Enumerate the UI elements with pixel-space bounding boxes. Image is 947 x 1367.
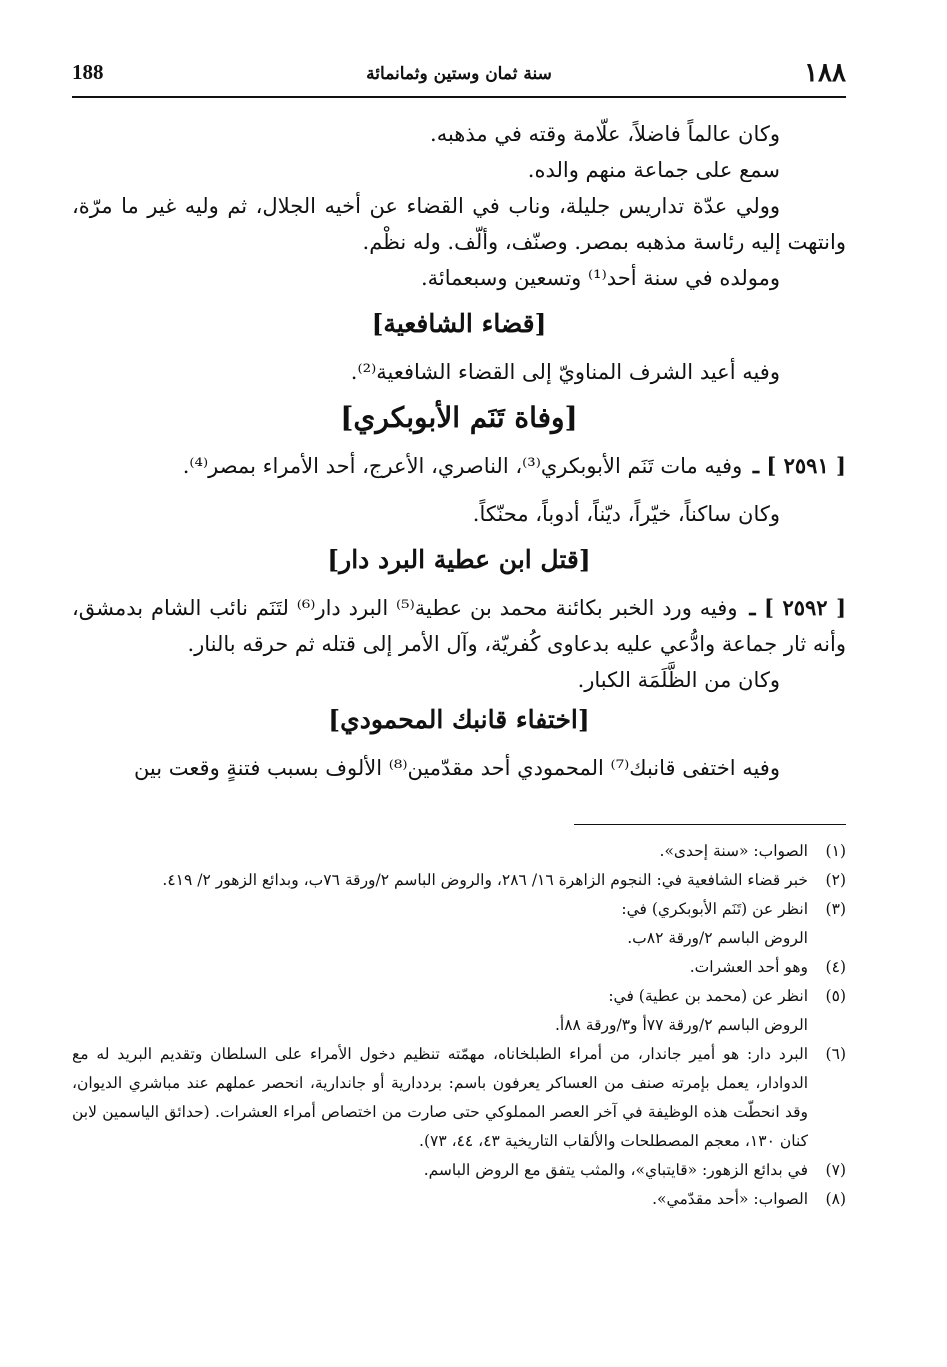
footnote-text: وهو أحد العشرات. [689,958,808,976]
paragraph: سمع على جماعة منهم والده. [527,158,780,182]
running-title: سنة ثمان وستين وثمانمائة [366,64,552,84]
entry-number: [ ٢٥٩٢ ] ـ [749,595,847,620]
page-header [72,56,846,98]
page-number-arabic: ١٨٨ [804,58,846,88]
page-number-latin: 188 [72,60,104,84]
entry-text: وفيه مات تَنَم الأبوبكري⁽³⁾، الناصري، الأعرج، أحد الأمراء بمصر⁽⁴⁾. [182,454,743,478]
entry-2591 [72,448,846,484]
footnote [72,895,846,953]
paragraph: وكان من الظَّلَمَة الكبار. [577,668,780,692]
footnote-text: خبر قضاء الشافعية في: النجوم الزاهرة ١٦/ ٢٨٦، والروض الباسم ٢/ورقة ٧٦ب، وبدائع الزهور ٢/ ٤١٩. [162,871,808,889]
section-heading: [قتل ابن عطية البرد دار] [327,545,591,574]
footnote [72,1040,846,1156]
footnote-text: الصواب: «أحد مقدّمي». [652,1190,808,1208]
paragraph: وفيه اختفى قانبك⁽⁷⁾ المحمودي أحد مقدّمين⁽⁸⁾ الألوف بسبب فتنةٍ وقعت بين [133,756,780,780]
footnote-separator [574,824,846,825]
paragraph: ومولده في سنة أحد⁽¹⁾ وتسعين وسبعمائة. [420,266,780,290]
paragraph: وولي عدّة تداريس جليلة، وناب في القضاء عن أخيه الجلال، ثم وليه غير ما مرّة، وانتهت إليه رئاسة مذهبه بمصر. وصنّف، وألّف. وله نظْم. [72,194,846,254]
book-page [72,56,846,1214]
section-heading: [قضاء الشافعية] [371,309,547,338]
footnote-number: (٥) [825,987,846,1005]
footnote-number: (٦) [825,1045,846,1063]
footnote-number: (٤) [825,958,846,976]
footnote-text: الصواب: «سنة إحدى». [659,842,808,860]
footnote-text: الروض الباسم ٢/ورقة ٧٧أ و٣/ورقة ٨٨أ. [554,1016,808,1034]
footnote-number: (٨) [825,1190,846,1208]
footnote-number: (١) [825,842,846,860]
entry-number: [ ٢٥٩١ ] ـ [752,453,846,478]
footnote [72,982,846,1040]
paragraph: وكان عالماً فاضلاً، علّامة وقته في مذهبه. [430,122,780,146]
footnote-text: الروض الباسم ٢/ورقة ٨٢ب. [627,929,808,947]
footnotes [72,837,846,1214]
paragraph: وكان ساكناً، خيّراً، ديّناً، أدوباً، محنّكاً. [472,502,780,526]
section-heading: [وفاة تَنَم الأبوبكري] [340,401,578,434]
footnote-text: انظر عن (محمد بن عطية) في: [608,987,808,1005]
footnote [72,1185,846,1214]
footnote-text: في بدائع الزهور: «قايتباي»، والمثب يتفق مع الروض الباسم. [423,1161,808,1179]
footnote [72,953,846,982]
paragraph: وفيه أعيد الشرف المناويّ إلى القضاء الشافعية⁽²⁾. [350,360,780,384]
section-heading: [اختفاء قانبك المحمودي] [328,705,590,734]
footnote-text: البرد دار: هو أمير جاندار، من أمراء الطبلخاناه، مهمّته تنظيم دخول الأمراء على السلطان وتقديم البريد له مع الدوادار، يعمل بإمرته صنف من العساكر يعرفون باسم: برددارية أو جاندارية، انحصر عملهم عند مباشري الديوان، وقد انحطّت هذه الوظيفة في آخر العصر المملوكي حتى صارت من اختصاص أمراء العشرات. (حدائق الياسمين لابن كنان ١٣٠، معجم المصطلحات والألقاب التاريخية ٤٣، ٤٤، ٧٣). [72,1045,808,1150]
footnote [72,837,846,866]
footnote-text: انظر عن (تَنَم الأبوبكري) في: [621,900,808,918]
footnote [72,1156,846,1185]
entry-2592 [72,590,846,662]
main-text [72,116,846,1214]
entry-text: وفيه ورد الخبر بكائنة محمد بن عطية⁽⁵⁾ البرد دار⁽⁶⁾ لتَنَم نائب الشام بدمشق، وأنه ثار جماعة وادُّعي عليه بدعاوى كُفريّة، وآل الأمر إلى قتله ثم حرقه بالنار. [72,596,846,656]
footnote [72,866,846,895]
footnote-number: (٢) [825,871,846,889]
footnote-number: (٧) [825,1161,846,1179]
footnote-number: (٣) [825,900,846,918]
